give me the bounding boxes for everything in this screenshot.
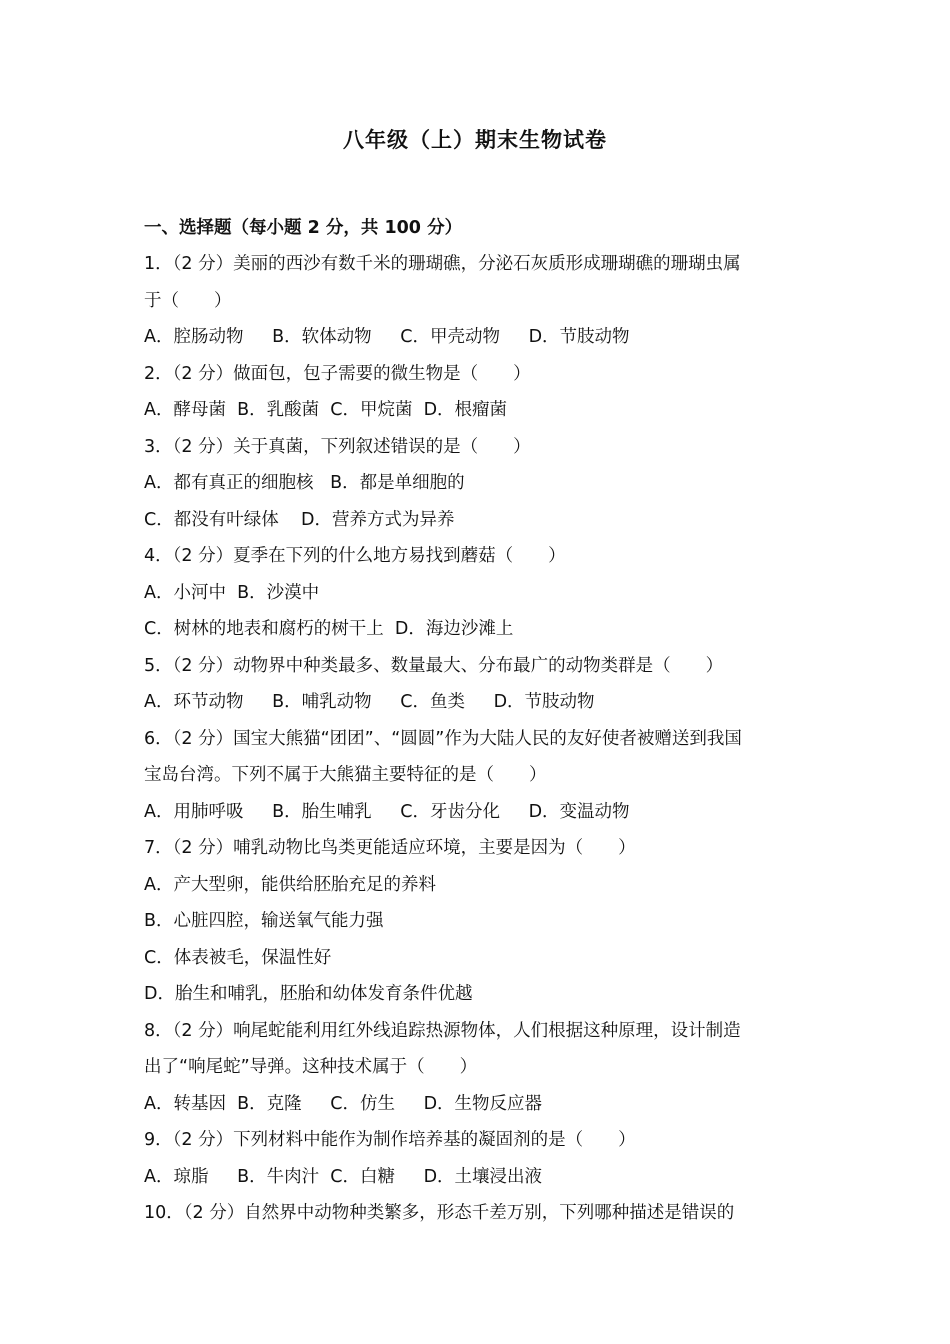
options-line: C．体表被毛，保温性好 xyxy=(144,948,332,968)
options-line: C．树林的地表和腐朽的树干上 D．海边沙滩上 xyxy=(144,619,514,639)
options-line: D．胎生和哺乳，胚胎和幼体发育条件优越 xyxy=(144,984,473,1004)
options-line: A．小河中 B．沙漠中 xyxy=(144,583,320,603)
options-line: A．转基因 B．克隆 C．仿生 D．生物反应器 xyxy=(144,1094,543,1114)
question-line: 6．（2 分）国宝大熊猫“团团”、“圆圆”作为大陆人民的友好使者被赠送到我国 xyxy=(144,729,742,749)
question-line: 5．（2 分）动物界中种类最多、数量最大、分布最广的动物类群是（ ） xyxy=(144,656,724,676)
options-line: A．用肺呼吸 B．胎生哺乳 C．牙齿分化 D．变温动物 xyxy=(144,802,630,822)
question-line: 7．（2 分）哺乳动物比鸟类更能适应环境，主要是因为（ ） xyxy=(144,838,636,858)
options-line: A．酵母菌 B．乳酸菌 C．甲烷菌 D．根瘤菌 xyxy=(144,400,508,420)
options-line: A．都有真正的细胞核 B．都是单细胞的 xyxy=(144,473,465,493)
question-line: 3．（2 分）关于真菌，下列叙述错误的是（ ） xyxy=(144,437,531,457)
question-line: 出了“响尾蛇”导弹。这种技术属于（ ） xyxy=(144,1057,478,1077)
question-line: 宝岛台湾。下列不属于大熊猫主要特征的是（ ） xyxy=(144,765,547,785)
question-line: 9．（2 分）下列材料中能作为制作培养基的凝固剂的是（ ） xyxy=(144,1130,636,1150)
question-line: 4．（2 分）夏季在下列的什么地方易找到蘑菇（ ） xyxy=(144,546,566,566)
question-line: 于（ ） xyxy=(144,291,232,311)
options-line: B．心脏四腔，输送氧气能力强 xyxy=(144,911,384,931)
question-line: 2．（2 分）做面包，包子需要的微生物是（ ） xyxy=(144,364,531,384)
options-line: A．环节动物 B．哺乳动物 C．鱼类 D．节肢动物 xyxy=(144,692,595,712)
options-line: C．都没有叶绿体 D．营养方式为异养 xyxy=(144,510,455,530)
section-heading: 一、选择题（每小题 2 分，共 100 分） xyxy=(144,218,463,238)
question-line: 8．（2 分）响尾蛇能利用红外线追踪热源物体，人们根据这种原理，设计制造 xyxy=(144,1021,741,1041)
question-line: 10．（2 分）自然界中动物种类繁多，形态千差万别，下列哪种描述是错误的 xyxy=(144,1203,735,1223)
options-line: A．腔肠动物 B．软体动物 C．甲壳动物 D．节肢动物 xyxy=(144,327,630,347)
options-line: A．产大型卵，能供给胚胎充足的养料 xyxy=(144,875,436,895)
question-line: 1．（2 分）美丽的西沙有数千米的珊瑚礁，分泌石灰质形成珊瑚礁的珊瑚虫属 xyxy=(144,254,741,274)
page-title: 八年级（上）期末生物试卷 xyxy=(343,128,607,152)
options-line: A．琼脂 B．牛肉汁 C．白糖 D．土壤浸出液 xyxy=(144,1167,543,1187)
